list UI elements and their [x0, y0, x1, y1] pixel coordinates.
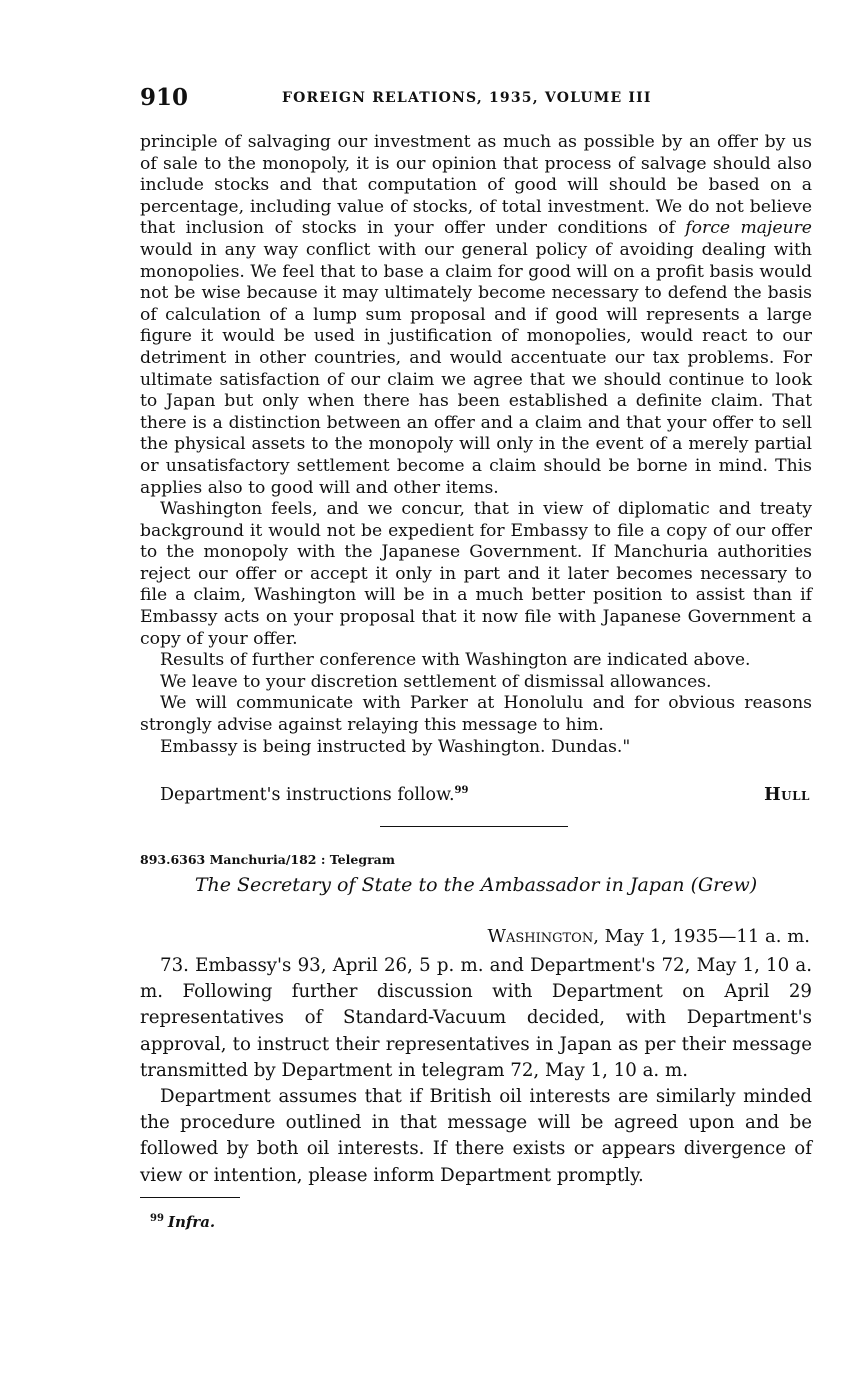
footnote-reference[interactable]: 99 — [454, 785, 469, 797]
page-header — [140, 84, 812, 110]
footnote-divider — [140, 1197, 240, 1198]
dateline — [487, 926, 810, 947]
closing-line — [160, 785, 810, 805]
paragraph: We will communicate with Parker at Honolulu and for obvious reasons strongly advise against relaying this message to him. — [140, 693, 812, 736]
signature: Hull — [764, 785, 810, 805]
paragraph: We leave to your discretion settlement of dismissal allowances. — [160, 671, 712, 692]
paragraph: Results of further conference with Washington are indicated above. — [160, 650, 751, 671]
paragraph: Embassy is being instructed by Washington. Dundas." — [160, 736, 631, 757]
italic-phrase: force majeure — [685, 218, 812, 239]
continued-text — [140, 132, 812, 758]
paragraph: principle of salvaging our investment as much as possible by an offer by us of sale to the monopoly, it is our opinion that process of salvage should also include stocks and that computation of good will should be based on a percentage, including value of stocks, of total investment. We do not believe that inclusion of stocks in your offer under conditions of force majeure would in any way conflict with our general policy of avoiding dealing with monopolies. We feel that to base a claim for good will on a profit basis would not be wise because it may ultimately become necessary to defend the basis of calculation of a lump sum proposal and if good will represents a large figure it would be used in justification of monopolies, would react to our detriment in other countries, and would accentuate our tax problems. For ultimate satisfaction of our claim we agree that we should continue to look to Japan but only when there has been established a definite claim. That there is a distinction between an offer and a claim and that your offer to sell the physical assets to the monopoly will only in the event of a merely partial or unsatisfactory settlement become a claim should be borne in mind. This applies also to good will and other items. — [140, 132, 812, 498]
closing-text: Department's instructions follow. — [160, 785, 455, 805]
document-title: The Secretary of State to the Ambassador in Japan (Grew) — [194, 874, 758, 896]
page-number: 910 — [140, 84, 189, 111]
paragraph: Department assumes that if British oil interests are similarly minded the procedure outlined in that message will be agreed upon and be followed by both oil interests. If there exists or appears divergence of view or intention, please inform Department promptly. — [140, 1086, 812, 1186]
footnote — [150, 1213, 215, 1231]
footnote-mark: 99 — [150, 1213, 164, 1224]
paragraph: Washington feels, and we concur, that in view of diplomatic and treaty background it would not be expedient for Embassy to file a copy of our offer to the monopoly with the Japanese Government. If Manchuria authorities reject our offer or accept it only in part and it later becomes necessary to file a claim, Washington will be in a much better position to assist than if Embassy acts on your proposal that it now file with Japanese Government a copy of your offer. — [140, 499, 812, 649]
paragraph: 73. Embassy's 93, April 26, 5 p. m. and Department's 72, May 1, 10 a. m. Following further discussion with Department on April 29 representatives of Standard-Vacuum decided, with Department's approval, to instruct their representatives in Japan as per their message transmitted by Department in telegram 72, May 1, 10 a. m. — [140, 955, 812, 1081]
footnote-text: Infra. — [167, 1213, 216, 1231]
running-head: FOREIGN RELATIONS, 1935, VOLUME III — [282, 90, 652, 106]
dateline-date: May 1, 1935—11 a. m. — [598, 926, 810, 947]
file-reference: 893.6363 Manchuria/182 : Telegram — [140, 852, 395, 867]
section-divider — [380, 826, 568, 827]
telegram-body — [140, 953, 812, 1189]
dateline-place: Washington, — [487, 926, 599, 947]
